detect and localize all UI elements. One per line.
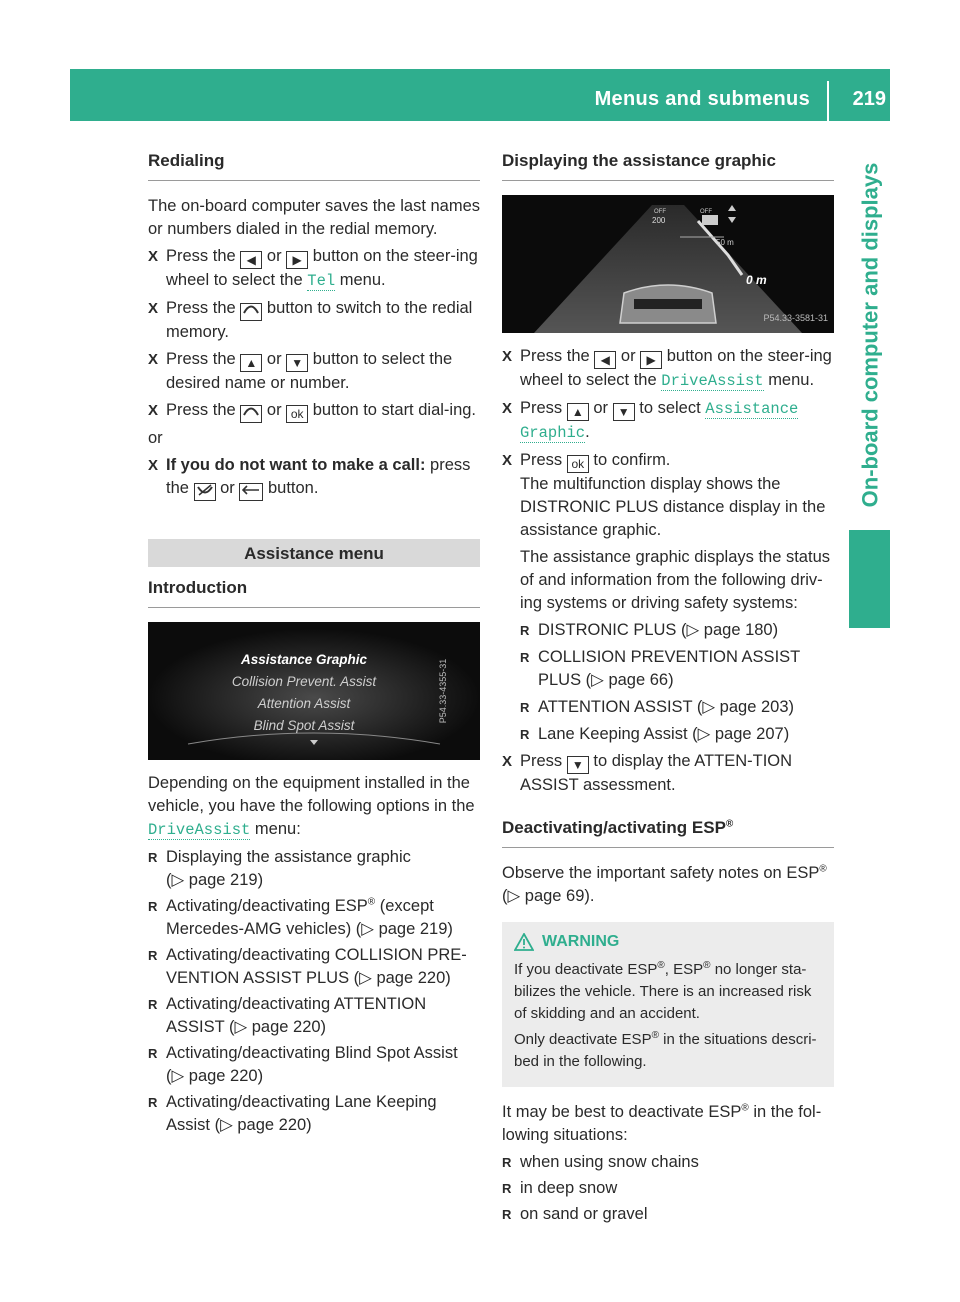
intro-paragraph: Depending on the equipment installed in the vehicle, you have the following options in the DriveAssist menu:: [148, 774, 475, 839]
chapter-tab-label: On-board computer and displays: [857, 162, 882, 508]
redial-step-5: X If you do not want to make a call: press the or button.: [148, 454, 480, 501]
assistance-menu-screen: [148, 622, 480, 760]
situation-bullet: R when using snow chains: [502, 1151, 834, 1174]
down-arrow-key-icon: ▼: [567, 756, 589, 774]
step3-result: The multifunction display shows the DISTRONIC PLUS distance display in the assistance graphic.: [520, 475, 826, 539]
down-arrow-key-icon: ▼: [613, 403, 635, 421]
warning-title: WARNING: [542, 933, 620, 950]
page-header: [70, 69, 890, 121]
option-bullet: R Activating/deactivating Lane Keeping Assist (▷ page 220): [148, 1091, 480, 1137]
off-label-2: OFF: [700, 209, 712, 215]
up-arrow-key-icon: ▲: [567, 403, 589, 421]
down-arrow-key-icon: ▼: [286, 354, 308, 372]
warning-text-2: Only deactivate ESP® in the situations descri-bed in the following.: [514, 1030, 817, 1070]
menu-item-blind-spot: Blind Spot Assist: [253, 718, 355, 733]
assistance-graphic-menu-ref: Assistance: [705, 400, 799, 418]
range-label: 50 m: [716, 238, 734, 247]
phone-key-icon: [240, 303, 262, 321]
option-bullet: R Activating/deactivating Blind Spot Assist (▷ page 220): [148, 1042, 480, 1088]
display-step-1: X Press the ◀ or ▶ button on the steer-ing wheel to select the DriveAssist menu.: [502, 345, 834, 393]
driveassist-menu-ref: DriveAssist: [148, 821, 251, 839]
image-code: P54.33-4355-31: [438, 658, 449, 724]
introduction-heading: Introduction: [148, 577, 480, 608]
assistance-menu-heading: Assistance menu: [148, 539, 480, 567]
driveassist-menu-ref: DriveAssist: [661, 372, 764, 390]
header-divider: [827, 81, 829, 121]
hang-up-key-icon: [194, 483, 216, 501]
redial-step-2: X Press the button to switch to the redial memory.: [148, 297, 480, 344]
warning-text-1: If you deactivate ESP®, ESP® no longer sta-bilizes the vehicle. There is an increased risk of skidding and an accident.: [514, 960, 812, 1022]
distance-label: 0 m: [746, 273, 767, 287]
menu-item-collision-prevent: Collision Prevent. Assist: [231, 674, 377, 689]
option-bullet: R Displaying the assistance graphic (▷ page 219): [148, 846, 480, 892]
off-label-1: OFF: [654, 209, 666, 215]
redial-step-4: X Press the or ok button to start dial-ing.: [148, 399, 480, 423]
option-bullet: R Activating/deactivating ATTENTION ASSIST (▷ page 220): [148, 993, 480, 1039]
ok-key-icon: ok: [567, 455, 589, 473]
display-step-3: X Press ok to confirm. The multifunction display shows the DISTRONIC PLUS distance display in the assistance graphic. The assistance graphic displays the status of and information from the following driv-ing systems or driving safety systems:: [502, 449, 834, 615]
redialing-heading: Redialing: [148, 150, 480, 181]
left-arrow-key-icon: ◀: [594, 351, 616, 369]
display-step-2: X Press ▲ or ▼ to select Assistance Graphic.: [502, 397, 834, 445]
step3-info: The assistance graphic displays the status of and information from the following driv-ing systems or driving safety systems:: [520, 548, 830, 612]
system-bullet: R ATTENTION ASSIST (▷ page 203): [520, 696, 834, 719]
speed-label: 200: [652, 216, 666, 225]
option-bullet: R Activating/deactivating ESP® (except Mercedes-AMG vehicles) (▷ page 219): [148, 895, 480, 941]
phone-key-icon: [240, 405, 262, 423]
back-key-icon: [239, 483, 263, 501]
warning-triangle-icon: [514, 933, 534, 951]
warning-header: [514, 930, 824, 953]
page-number: 219: [852, 88, 886, 110]
system-bullet: R COLLISION PREVENTION ASSIST PLUS (▷ page 66): [520, 646, 834, 692]
left-arrow-key-icon: ◀: [240, 251, 262, 269]
or-text: or: [148, 429, 163, 447]
display-step-4: X Press ▼ to display the ATTEN-TION ASSIST assessment.: [502, 750, 834, 797]
chapter-tab: [849, 160, 890, 510]
assistance-graphic-screen: [502, 195, 834, 333]
chapter-marker: [849, 530, 890, 628]
right-column: [502, 150, 834, 1229]
esp-observe: Observe the important safety notes on ESP® (▷ page 69).: [502, 863, 827, 905]
situation-bullet: R on sand or gravel: [502, 1203, 834, 1226]
system-bullet: R DISTRONIC PLUS (▷ page 180): [520, 619, 834, 642]
image-code: P54.33-3581-31: [763, 313, 828, 323]
display-graphic-heading: Displaying the assistance graphic: [502, 150, 834, 181]
redial-step-3: X Press the ▲ or ▼ button to select the desired name or number.: [148, 348, 480, 395]
situation-bullet: R in deep snow: [502, 1177, 834, 1200]
menu-item-attention-assist: Attention Assist: [257, 696, 351, 711]
right-arrow-key-icon: ▶: [640, 351, 662, 369]
up-arrow-key-icon: ▲: [240, 354, 262, 372]
tel-menu-ref: Tel: [307, 272, 336, 290]
warning-box: [502, 922, 834, 1087]
left-column: [148, 150, 480, 1140]
esp-situations-intro: It may be best to deactivate ESP® in the fol-lowing situations:: [502, 1102, 822, 1144]
esp-heading: Deactivating/activating ESP®: [502, 817, 834, 848]
ok-key-icon: ok: [286, 405, 308, 423]
assistance-graphic-menu-ref-2: Graphic: [520, 424, 586, 442]
option-bullet: R Activating/deactivating COLLISION PRE-VENTION ASSIST PLUS (▷ page 220): [148, 944, 480, 990]
right-arrow-key-icon: ▶: [286, 251, 308, 269]
system-bullet: R Lane Keeping Assist (▷ page 207): [520, 723, 834, 746]
header-title: Menus and submenus: [594, 88, 810, 110]
menu-item-assistance-graphic: Assistance Graphic: [240, 652, 368, 667]
redial-step-1: X Press the ◀ or ▶ button on the steer-ing wheel to select the Tel menu.: [148, 245, 480, 293]
redialing-intro: The on-board computer saves the last names or numbers dialed in the redial memory.: [148, 197, 481, 238]
